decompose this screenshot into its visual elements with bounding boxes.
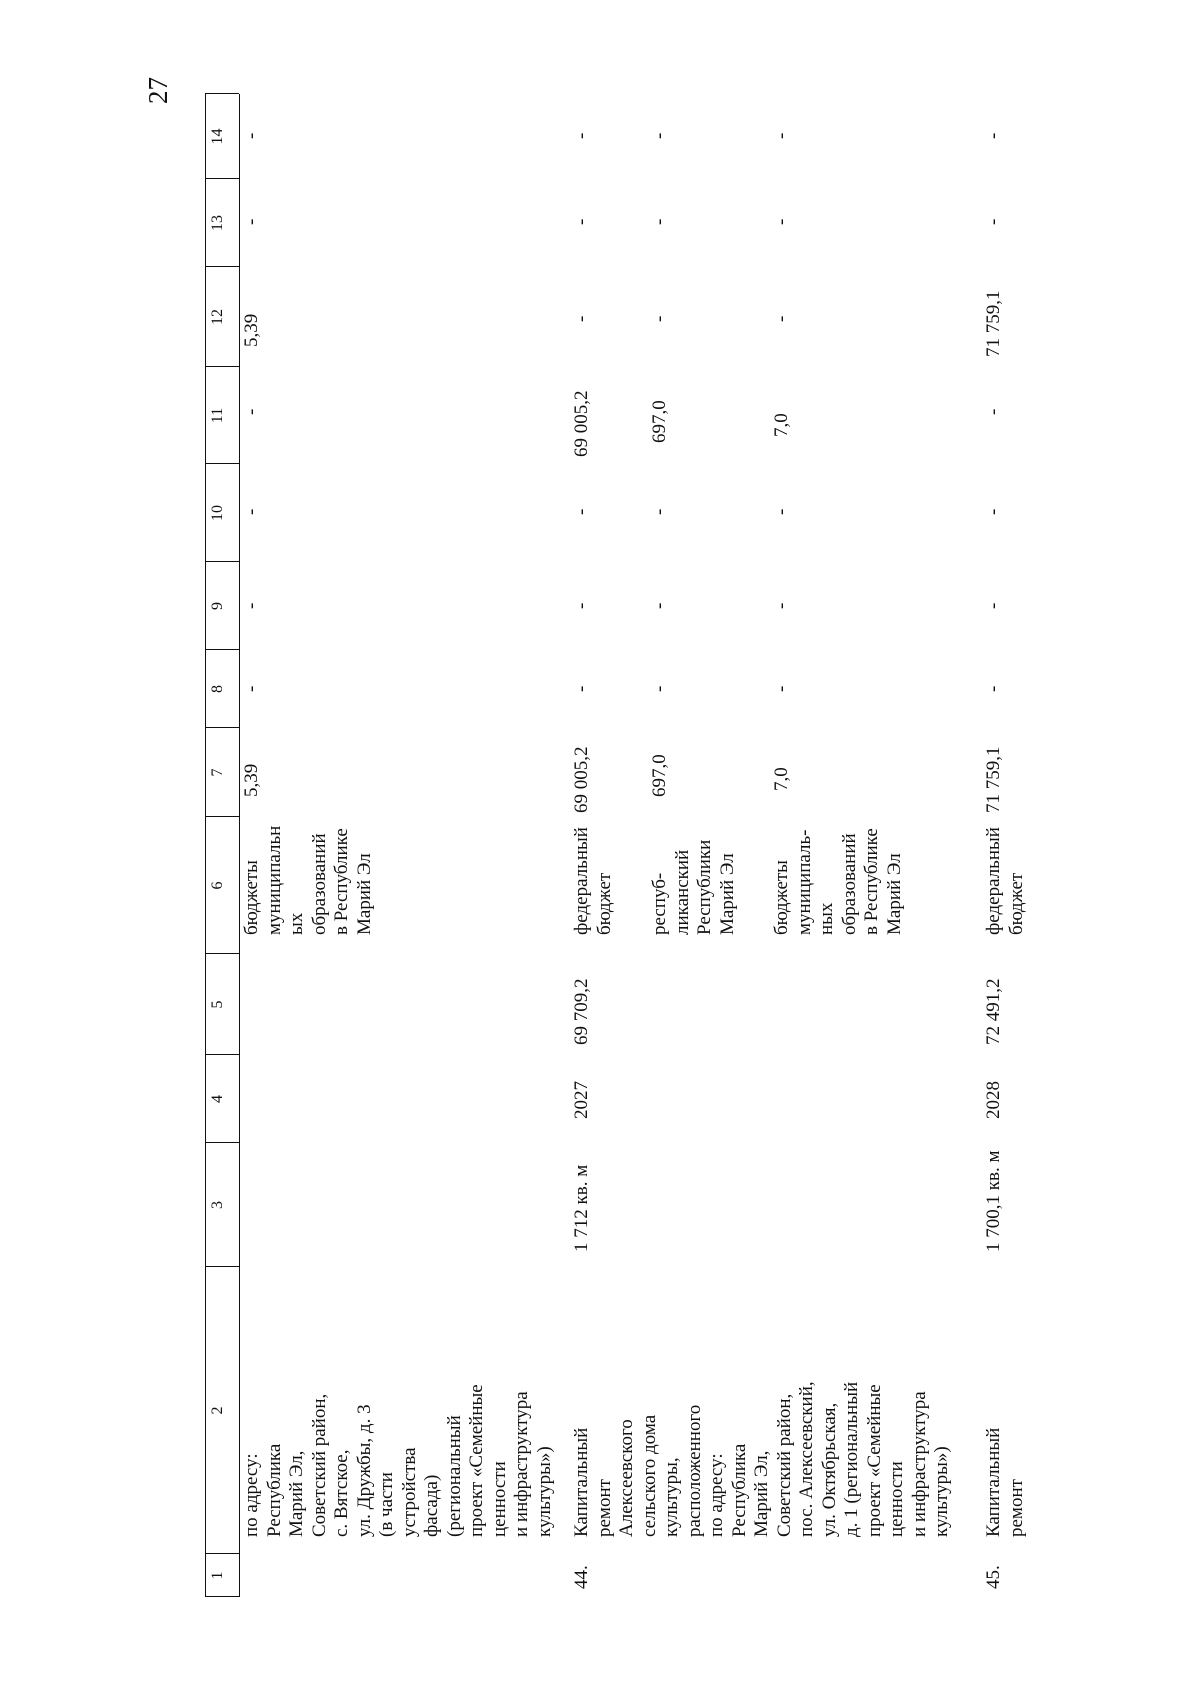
dash-col9: -: [571, 602, 592, 609]
dash-col8: -: [983, 685, 1004, 692]
dash-col9: -: [649, 602, 670, 609]
table-top-border: [205, 94, 206, 1597]
column-header: 4: [209, 1095, 226, 1103]
row-description: Капитальный ремонт: [983, 1427, 1027, 1537]
dash-col13: -: [571, 218, 592, 225]
row-capacity: 1 700,1 кв. м: [983, 1150, 1004, 1252]
dash-col10: -: [771, 508, 792, 515]
header-bottom-border: [239, 94, 240, 1597]
dash-col10: -: [649, 508, 670, 515]
dash-col8: -: [771, 685, 792, 692]
amount-col11: 7,0: [771, 413, 792, 437]
column-header: 10: [209, 505, 226, 521]
dash-col12: -: [771, 315, 792, 322]
row-total: 72 491,2: [983, 978, 1004, 1045]
dash-col8: -: [241, 685, 262, 692]
budget-table: [205, 94, 1040, 1597]
amount-col7: 697,0: [649, 754, 670, 797]
dash-col12: -: [649, 315, 670, 322]
column-header: 1: [209, 1571, 226, 1580]
column-header: 2: [209, 1406, 226, 1415]
dash-col13: -: [771, 218, 792, 225]
dash-col12: -: [571, 315, 592, 322]
dash-col10: -: [241, 508, 262, 515]
row-number: 44.: [571, 1565, 592, 1589]
row-year: 2027: [571, 1081, 592, 1119]
page-number: 27: [143, 77, 173, 104]
row-number: 45.: [983, 1565, 1004, 1589]
amount-col7: 71 759,1: [983, 746, 1004, 813]
amount-col11: 69 005,2: [571, 390, 592, 457]
column-header: 12: [209, 309, 226, 325]
funding-source: бюджеты муниципальн ых образований в Республике Марий Эл: [241, 825, 375, 935]
column-header: 5: [209, 1000, 226, 1009]
dash-col13: -: [649, 218, 670, 225]
dash-col9: -: [771, 602, 792, 609]
funding-source: бюджеты муниципаль- ных образований в Республике Марий Эл: [771, 828, 905, 935]
dash-col8: -: [649, 685, 670, 692]
dash-col11: -: [241, 408, 262, 415]
dash-col9: -: [983, 602, 1004, 609]
dash-col10: -: [571, 508, 592, 515]
dash-col14: -: [241, 132, 262, 139]
dash-col8: -: [571, 685, 592, 692]
amount-col7: 5,39: [241, 763, 262, 797]
column-header: 8: [209, 685, 226, 693]
column-header: 14: [209, 128, 226, 145]
dash-col10: -: [983, 508, 1004, 515]
dash-col14: -: [771, 132, 792, 139]
dash-col9: -: [241, 602, 262, 609]
amount-col12: 5,39: [241, 313, 262, 347]
dash-col14: -: [571, 132, 592, 139]
dash-col11: -: [983, 408, 1004, 415]
row-total: 69 709,2: [571, 978, 592, 1045]
amount-col7: 69 005,2: [571, 746, 592, 813]
funding-source: респуб- ликанский Республики Марий Эл: [649, 839, 738, 935]
column-header: 9: [209, 602, 226, 610]
row-description: Капитальный ремонт Алексеевского сельского дома культуры, расположенного по адресу: Республика Марий Эл, Советский район, пос. Алексеевский, ул. Октябрьская, д. 1 (региональный проект «Семейные ценности и инфраструктура культуры»): [571, 1381, 952, 1537]
dash-col13: -: [241, 218, 262, 225]
amount-col11: 697,0: [649, 400, 670, 443]
column-header: 6: [209, 881, 226, 890]
funding-source: федеральный бюджет: [571, 827, 615, 935]
amount-col7: 7,0: [771, 767, 792, 791]
funding-source: федеральный бюджет: [983, 827, 1027, 935]
dash-col14: -: [983, 132, 1004, 139]
column-header: 11: [209, 407, 226, 424]
amount-col12: 71 759,1: [983, 290, 1004, 357]
dash-col14: -: [649, 132, 670, 139]
row-year: 2028: [983, 1081, 1004, 1119]
column-header: 3: [209, 1201, 226, 1209]
column-header: 7: [209, 768, 226, 777]
dash-col13: -: [983, 218, 1004, 225]
continuation-description: по адресу: Республика Марий Эл, Советский район, с. Вятское, ул. Дружбы, д. 3 (в части устройства фасада) (региональный проект «Семейные ценности и инфраструктура культуры»): [241, 1384, 555, 1537]
column-header: 13: [209, 215, 226, 231]
row-capacity: 1 712 кв. м: [571, 1164, 592, 1252]
